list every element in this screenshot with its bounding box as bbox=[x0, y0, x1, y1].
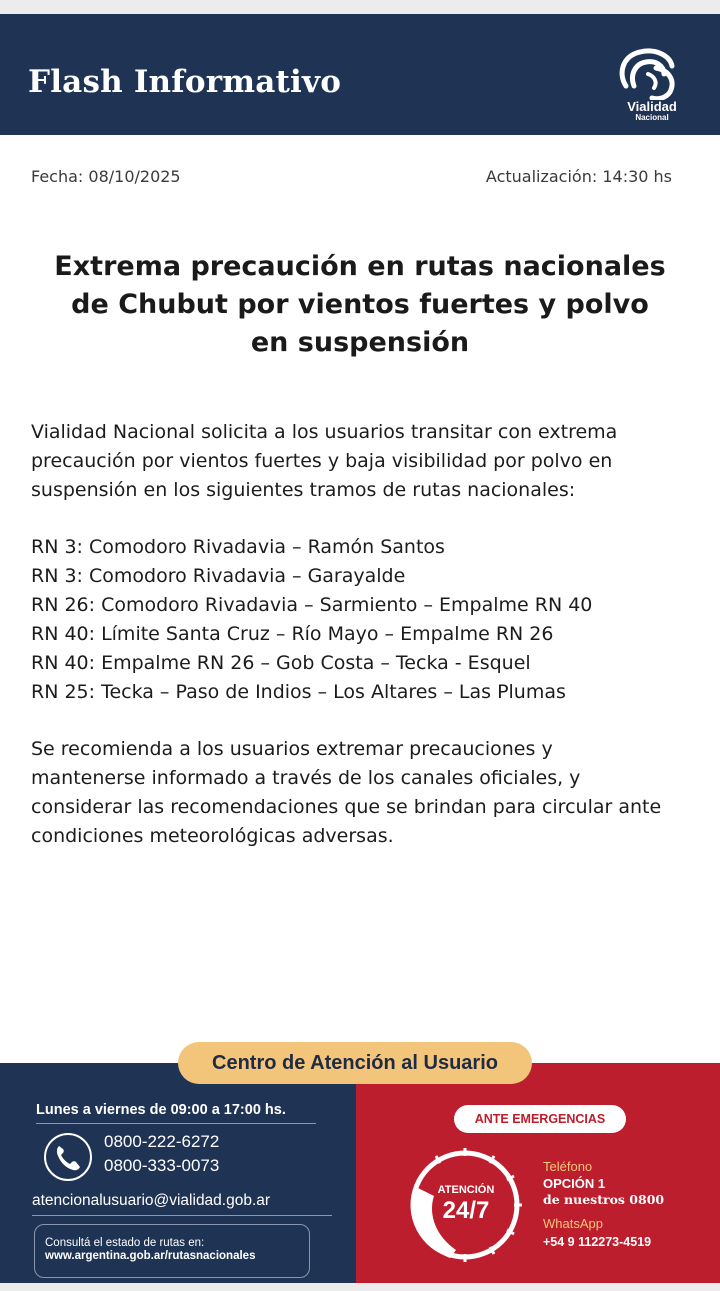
phone-option-detail: de nuestros 0800 bbox=[543, 1192, 665, 1207]
closing-line: considerar las recomendaciones que se brindan para circular ante bbox=[31, 796, 662, 818]
attention-label: ATENCIÓN bbox=[437, 1184, 495, 1196]
logo-subtitle: Nacional bbox=[635, 113, 669, 122]
route-item: RN 25: Tecka – Paso de Indios – Los Altares – Las Plumas bbox=[31, 681, 566, 703]
closing-paragraph bbox=[31, 735, 701, 851]
closing-line: condiciones meteorológicas adversas. bbox=[31, 825, 394, 847]
phone-icon bbox=[44, 1133, 92, 1181]
route-item: RN 40: Límite Santa Cruz – Río Mayo – Empalme RN 26 bbox=[31, 623, 554, 645]
logo-name: Vialidad bbox=[627, 99, 677, 114]
intro-line: Vialidad Nacional solicita a los usuarios transitar con extrema bbox=[31, 421, 618, 443]
routes-status-link[interactable]: www.argentina.gob.ar/rutasnacionales bbox=[45, 1250, 256, 1262]
route-item: RN 3: Comodoro Rivadavia – Ramón Santos bbox=[31, 536, 445, 558]
route-item: RN 26: Comodoro Rivadavia – Sarmiento – Empalme RN 40 bbox=[31, 594, 593, 616]
vialidad-logo-icon bbox=[612, 42, 692, 100]
office-hours: Lunes a viernes de 09:00 a 17:00 hs. bbox=[36, 1102, 286, 1118]
intro-paragraph bbox=[31, 418, 701, 505]
phone-number-link[interactable]: 0800-333-0073 bbox=[104, 1156, 220, 1175]
routes-status-label: Consultá el estado de rutas en: bbox=[45, 1237, 205, 1249]
headline-line: Extrema precaución en rutas nacionales bbox=[54, 251, 666, 282]
closing-line: mantenerse informado a través de los canales oficiales, y bbox=[31, 767, 581, 789]
headline bbox=[30, 248, 690, 362]
vialidad-logo bbox=[612, 42, 692, 132]
bottom-strip bbox=[0, 1283, 720, 1291]
route-item: RN 3: Comodoro Rivadavia – Garayalde bbox=[31, 565, 406, 587]
email-link[interactable]: atencionalusuario@vialidad.gob.ar bbox=[32, 1192, 271, 1209]
header-title: Flash Informativo bbox=[28, 64, 342, 100]
route-list bbox=[31, 533, 701, 707]
top-strip bbox=[0, 0, 720, 14]
intro-line: precaución por vientos fuertes y baja visibilidad por polvo en bbox=[31, 450, 613, 472]
closing-line: Se recomienda a los usuarios extremar precauciones y bbox=[31, 738, 553, 760]
whatsapp-label: WhatsApp bbox=[543, 1216, 603, 1231]
routes-status-box bbox=[34, 1224, 310, 1278]
divider bbox=[32, 1215, 332, 1216]
phone-label: Teléfono bbox=[543, 1159, 593, 1174]
intro-line: suspensión en los siguientes tramos de rutas nacionales: bbox=[31, 479, 576, 501]
update-time: Actualización: 14:30 hs bbox=[485, 167, 672, 186]
phone-option: OPCIÓN 1 bbox=[543, 1176, 606, 1191]
publication-date: Fecha: 08/10/2025 bbox=[31, 167, 181, 186]
center-title-badge: Centro de Atención al Usuario bbox=[178, 1042, 532, 1084]
headline-line: en suspensión bbox=[250, 327, 470, 358]
whatsapp-number-link[interactable]: +54 9 112273-4519 bbox=[543, 1235, 652, 1249]
headline-line: de Chubut por vientos fuertes y polvo bbox=[71, 289, 649, 320]
emergency-badge: ANTE EMERGENCIAS bbox=[454, 1105, 626, 1133]
divider bbox=[36, 1123, 316, 1124]
header-banner bbox=[0, 14, 720, 135]
phone-number-link[interactable]: 0800-222-6272 bbox=[104, 1132, 220, 1151]
attention-hours: 24/7 bbox=[442, 1197, 490, 1224]
route-item: RN 40: Empalme RN 26 – Gob Costa – Tecka - Esquel bbox=[31, 652, 531, 674]
